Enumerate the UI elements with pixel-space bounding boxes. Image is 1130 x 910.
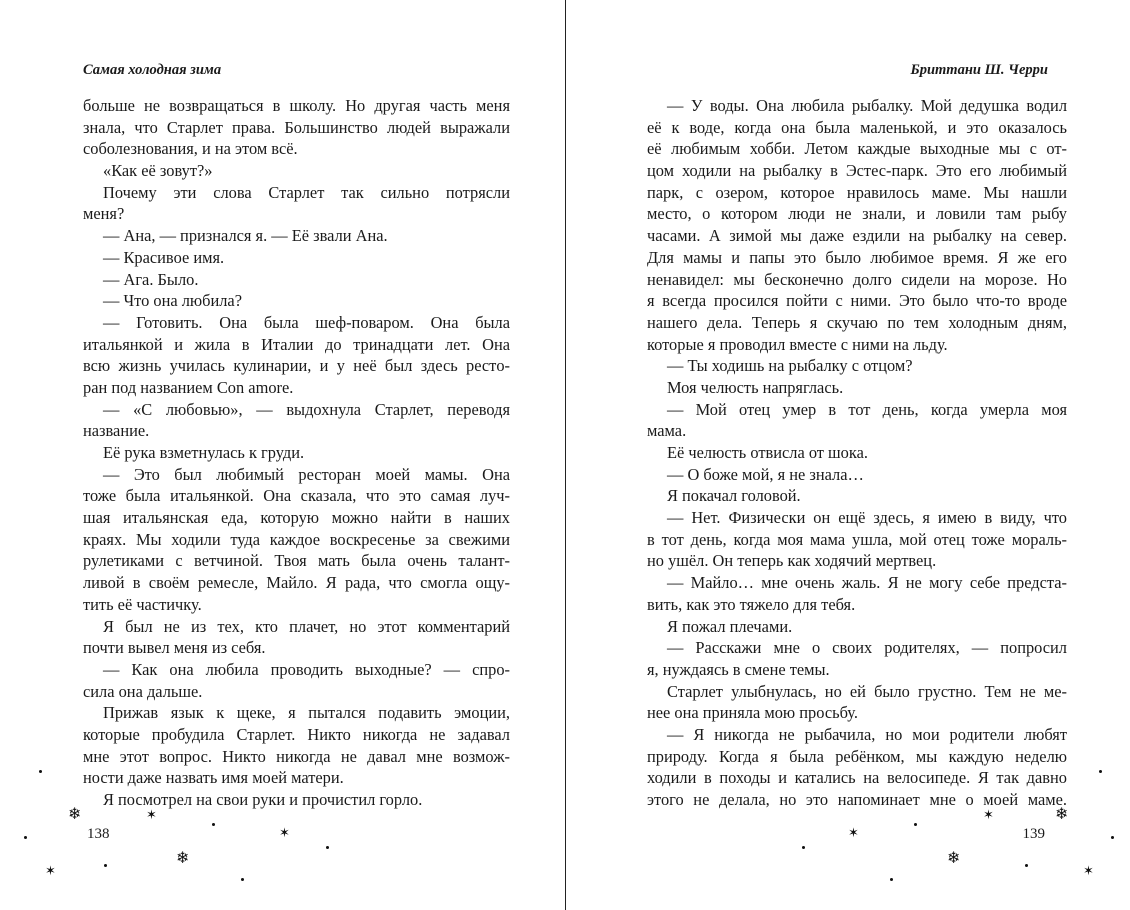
text-line: краях. Мы ходили туда каждое воскресенье за свежими (83, 529, 510, 549)
text-line: знала, что Старлет права. Большинство людей выражали (83, 117, 510, 137)
dot-decoration (104, 864, 107, 867)
dot-decoration (212, 823, 215, 826)
text-line: место, о котором люди не знали, и ловили там рыбу (647, 204, 1067, 224)
snowflake-icon: ❄ (176, 848, 190, 867)
right-page-text (647, 95, 1067, 811)
text-line: ности даже назвать имя моей матери. (83, 768, 344, 788)
text-line: — Нет. Физически он ещё здесь, я имею в виду, что (667, 508, 1067, 528)
text-line: часами. А зимой мы даже ездили на рыбалку на север. (647, 226, 1067, 246)
dot-decoration (1025, 864, 1028, 867)
dot-decoration (890, 878, 893, 881)
text-line: почти вывел меня из себя. (83, 638, 266, 658)
text-line: её любимым хобби. Летом каждые выходные мы с от- (647, 139, 1067, 159)
dot-decoration (1099, 770, 1102, 773)
text-line: всю жизнь училась кулинарии, и у неё был здесь рестo- (83, 356, 510, 376)
text-line: тить её частичку. (83, 594, 202, 614)
text-line: Прижав язык к щеке, я пытался подавить эмоции, (103, 703, 510, 723)
dot-decoration (326, 846, 329, 849)
text-line: ливой в своём ремесле, Майло. Я рада, что смогла ощу- (83, 573, 510, 593)
text-line: в тот день, когда моя мама ушла, мой отец тоже мораль- (647, 529, 1067, 549)
dot-decoration (802, 846, 805, 849)
text-line: — Я никогда не рыбачила, но мои родители любят (667, 724, 1067, 744)
text-line: — Расскажи мне о своих родителях, — попросил (667, 638, 1067, 658)
text-line: шая итальянская еда, которую можно найти в наших (83, 508, 510, 528)
text-line: нашего дела. Теперь я скучаю по тем холодным дням, (647, 312, 1067, 332)
text-line: «Как её зовут?» (103, 161, 213, 181)
text-line: цом ходили на рыбалку в Эстес-парк. Это его любимый (647, 161, 1067, 181)
star-icon: ✶ (983, 808, 994, 823)
star-icon: ✶ (279, 826, 290, 841)
text-line: я, нуждаясь в смене темы. (647, 659, 830, 679)
page-number-left: 138 (87, 826, 110, 842)
text-line: — У воды. Она любила рыбалку. Мой дедушка водил (667, 96, 1067, 115)
dot-decoration (24, 836, 27, 839)
star-icon: ✶ (45, 864, 56, 879)
text-line: Я пожал плечами. (667, 616, 793, 636)
snowflake-icon: ❄ (1055, 804, 1069, 823)
text-line: ран под названием Con amore. (83, 377, 294, 397)
text-line: — Как она любила проводить выходные? — спро- (103, 659, 510, 679)
text-line: — Ана, — признался я. — Её звали Ана. (103, 226, 388, 246)
text-line: которые я проводил вместе с ними на льду. (647, 334, 948, 354)
text-line: Почему эти слова Старлет так сильно потрясли (103, 182, 510, 202)
text-line: вить, как это тяжело для тебя. (647, 594, 856, 614)
text-line: этого не делала, но это напоминает мне о моей маме. (647, 790, 1067, 809)
text-line: Её челюсть отвисла от шока. (667, 443, 868, 462)
running-header-left: Самая холодная зима (83, 62, 222, 78)
text-line: Моя челюсть напряглась. (667, 377, 844, 397)
dot-decoration (39, 770, 42, 773)
snowflake-icon: ❄ (68, 804, 82, 823)
text-line: — Это был любимый ресторан моей мамы. Она (103, 464, 510, 484)
text-line: название. (83, 421, 150, 441)
text-line: я всегда просился пойти с ними. Это было что-то вроде (647, 291, 1067, 311)
text-line: Я был не из тех, кто плачет, но этот комментарий (103, 616, 510, 636)
text-line: рулетиками с ветчиной. Твоя мать была очень талант- (83, 551, 510, 571)
text-line: Я покачал головой. (667, 486, 801, 506)
text-line: соболезнования, и на этом всё. (83, 139, 298, 159)
text-line: Старлет улыбнулась, но ей было грустно. Тем не ме- (667, 681, 1067, 701)
text-line: нее она приняла мою просьбу. (647, 703, 858, 723)
page-number-right: 139 (1022, 826, 1045, 842)
running-header-right: Бриттани Ш. Черри (910, 62, 1048, 78)
text-line: — «С любовью», — выдохнула Старлет, переводя (103, 399, 510, 419)
dot-decoration (914, 823, 917, 826)
text-line: её к воде, когда она была маленькой, и это оказалось (647, 117, 1067, 137)
star-icon: ✶ (1083, 864, 1094, 879)
text-line: тоже была итальянкой. Она сказала, что это самая луч- (83, 486, 510, 506)
text-line: — Ага. Было. (103, 269, 199, 289)
text-line: — Готовить. Она была шеф-поваром. Она была (103, 312, 510, 332)
left-page-text (83, 95, 510, 811)
dot-decoration (1111, 836, 1114, 839)
text-line: итальянкой и жила в Италии до тринадцати лет. Она (83, 334, 510, 354)
text-line: природу. Когда я была ребёнком, мы каждую неделю (647, 746, 1067, 766)
text-line: но ушёл. Он теперь как ходячий мертвец. (647, 551, 937, 571)
snowflake-icon: ❄ (947, 848, 961, 867)
text-line: которые пробудила Старлет. Никто никогда не задавал (83, 724, 510, 744)
text-line: Я посмотрел на свои руки и прочистил горло. (103, 790, 423, 809)
text-line: сила она дальше. (83, 681, 203, 701)
text-line: — Мой отец умер в тот день, когда умерла моя (667, 399, 1067, 419)
right-page (565, 0, 1130, 910)
text-line: мне этот вопрос. Никто никогда не давал мне возмож- (83, 746, 510, 766)
text-line: парк, с озером, которое нравилось маме. Мы нашли (647, 182, 1067, 202)
text-line: Для мамы и папы это было любимое время. Я же его (647, 247, 1067, 267)
text-line: ходили в походы и катались на велосипеде. Я так давно (647, 768, 1067, 788)
text-line: ненавидел: мы бесконечно долго сидели на морозе. Но (647, 269, 1067, 289)
text-line: — Красивое имя. (103, 247, 225, 267)
dot-decoration (241, 878, 244, 881)
star-icon: ✶ (146, 808, 157, 823)
star-icon: ✶ (848, 826, 859, 841)
text-line: больше не возвращаться в школу. Но другая часть меня (83, 96, 510, 115)
text-line: — Что она любила? (103, 291, 242, 311)
text-line: Её рука взметнулась к груди. (103, 443, 305, 462)
text-line: — Майло… мне очень жаль. Я не могу себе предста- (667, 573, 1067, 593)
text-line: — О боже мой, я не знала… (667, 464, 864, 484)
text-line: мама. (647, 421, 687, 441)
text-line: — Ты ходишь на рыбалку с отцом? (667, 356, 913, 376)
text-line: меня? (83, 204, 125, 224)
